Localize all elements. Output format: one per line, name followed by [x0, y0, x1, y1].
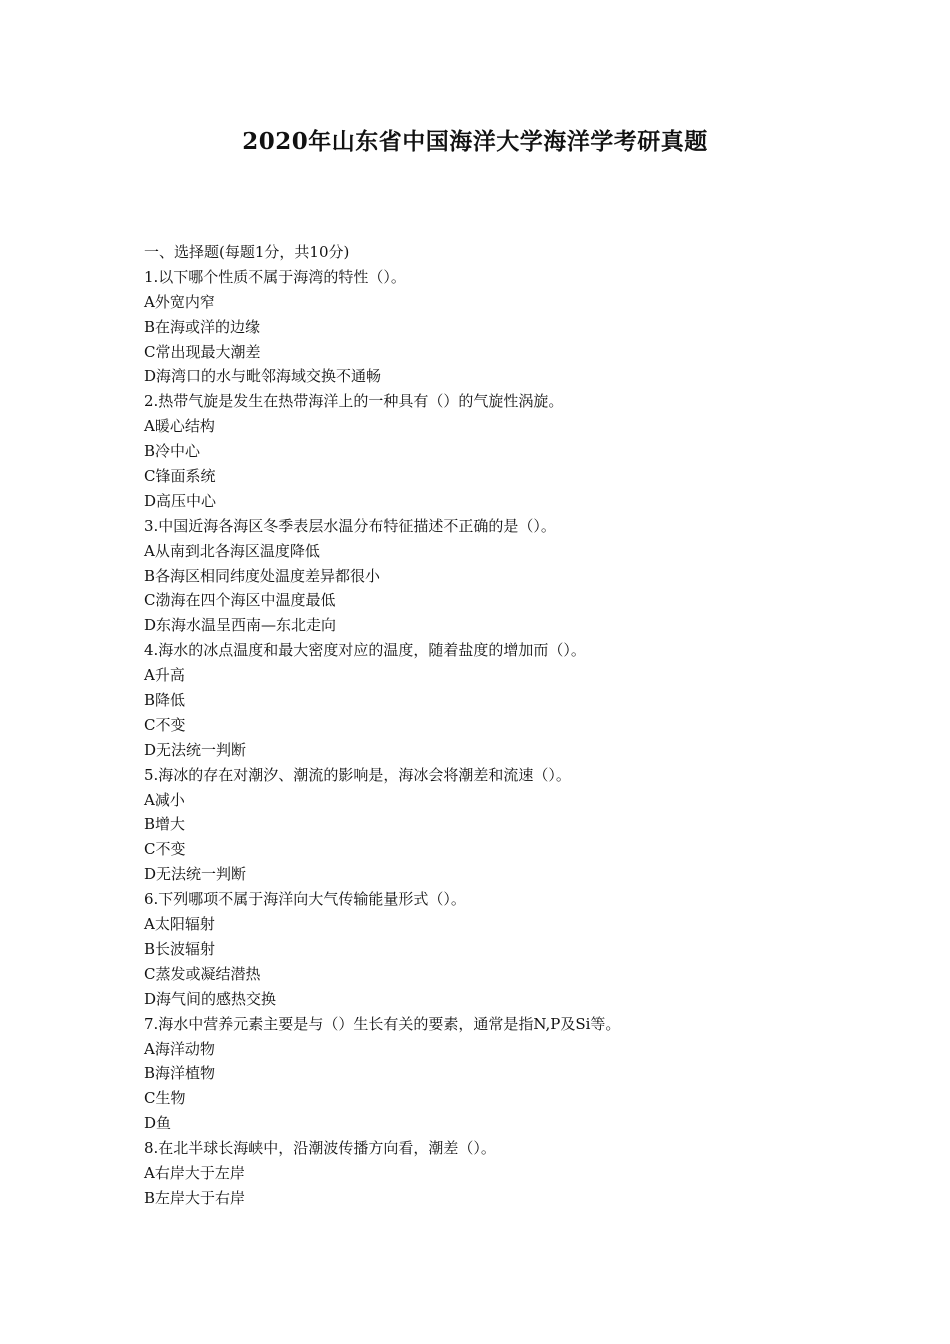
question-stem: 4.海水的冰点温度和最大密度对应的温度，随着盐度的增加而（）。 [144, 641, 586, 660]
option-c: C锋面系统 [144, 467, 216, 486]
option-b: B海洋植物 [144, 1064, 216, 1083]
option-d: D无法统一判断 [144, 740, 247, 759]
option-b: B各海区相同纬度处温度差异都很小 [144, 566, 381, 585]
option-a: A外宽内窄 [144, 292, 215, 311]
option-d: D鱼 [144, 1114, 172, 1133]
question-stem: 1.以下哪个性质不属于海湾的特性（）。 [144, 267, 406, 286]
option-c: C蒸发或凝结潜热 [144, 964, 261, 983]
document-body [144, 240, 844, 1211]
option-c: C常出现最大潮差 [144, 342, 261, 361]
question-stem: 5.海冰的存在对潮汐、潮流的影响是，海冰会将潮差和流速（）。 [144, 765, 571, 784]
option-c: C生物 [144, 1089, 186, 1108]
option-b: B降低 [144, 691, 186, 710]
question-stem: 7.海水中营养元素主要是与（）生长有关的要素，通常是指N,P及Si等。 [144, 1014, 621, 1033]
option-d: D海湾口的水与毗邻海域交换不通畅 [144, 367, 382, 386]
question-stem: 2.热带气旋是发生在热带海洋上的一种具有（）的气旋性涡旋。 [144, 392, 564, 411]
option-d: D海气间的感热交换 [144, 989, 277, 1008]
option-a: A海洋动物 [144, 1039, 215, 1058]
question-stem: 8.在北半球长海峡中，沿潮波传播方向看，潮差（）。 [144, 1139, 496, 1158]
option-a: A暖心结构 [144, 417, 215, 436]
option-a: A减小 [144, 790, 185, 809]
option-d: D无法统一判断 [144, 865, 247, 884]
option-b: B增大 [144, 815, 186, 834]
document-title: 2020年山东省中国海洋大学海洋学考研真题 [242, 128, 708, 155]
question-stem: 3.中国近海各海区冬季表层水温分布特征描述不正确的是（）。 [144, 516, 556, 535]
option-a: A太阳辐射 [144, 915, 215, 934]
option-c: C不变 [144, 715, 186, 734]
option-d: D高压中心 [144, 491, 217, 510]
question-stem: 6.下列哪项不属于海洋向大气传输能量形式（）。 [144, 890, 466, 909]
option-a: A右岸大于左岸 [144, 1163, 245, 1182]
option-a: A升高 [144, 666, 185, 685]
option-c: C渤海在四个海区中温度最低 [144, 591, 336, 610]
option-a: A从南到北各海区温度降低 [144, 541, 320, 560]
option-b: B冷中心 [144, 442, 201, 461]
option-b: B左岸大于右岸 [144, 1188, 246, 1207]
option-d: D东海水温呈西南—东北走向 [144, 616, 337, 635]
section-heading: 一、选择题(每题1分，共10分) [144, 243, 350, 261]
option-c: C不变 [144, 840, 186, 859]
option-b: B长波辐射 [144, 939, 216, 958]
option-b: B在海或洋的边缘 [144, 317, 261, 336]
